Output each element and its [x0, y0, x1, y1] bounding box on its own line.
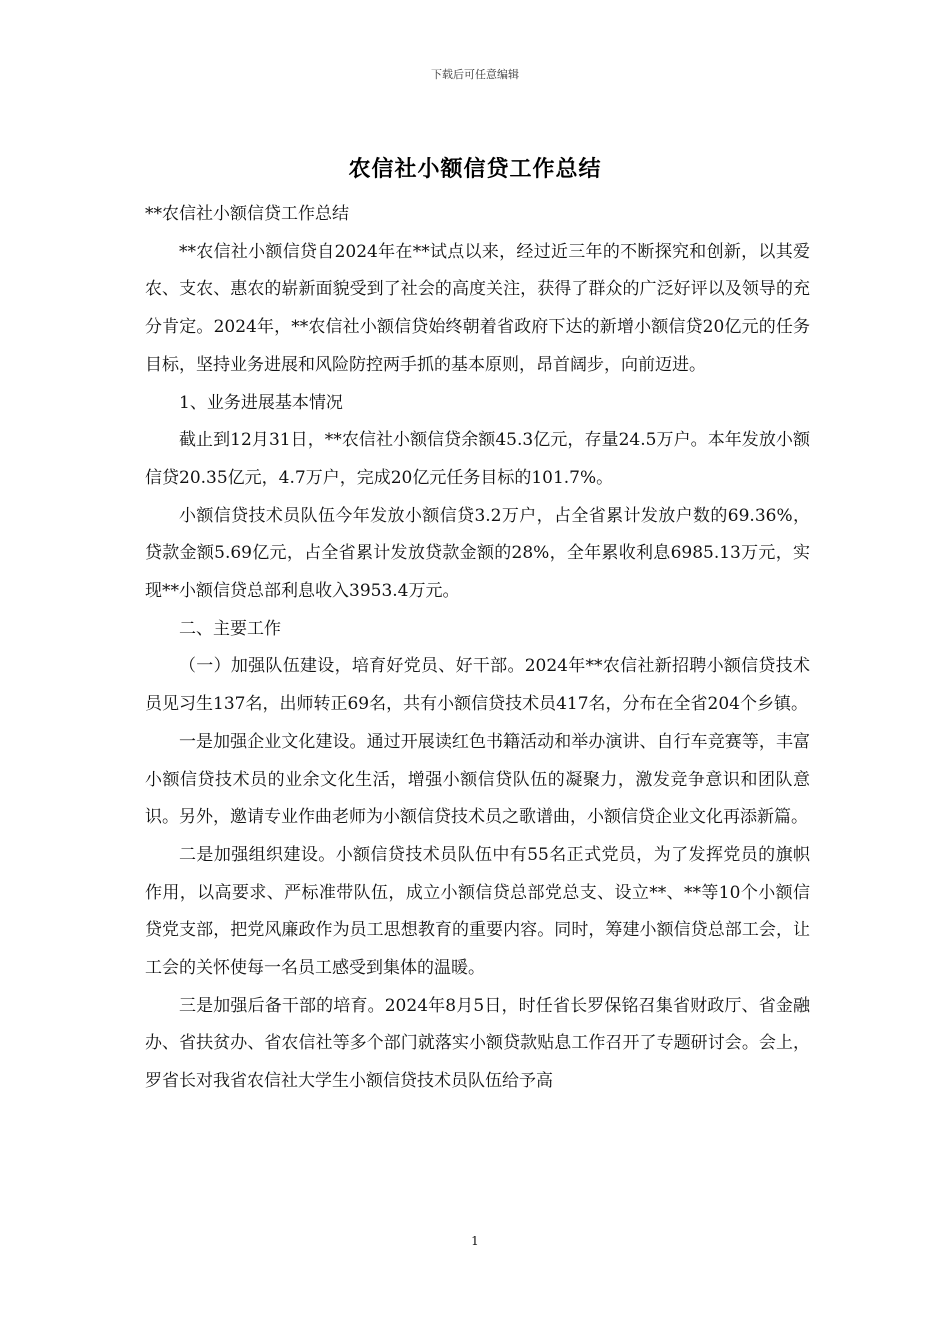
paragraph: 小额信贷技术员队伍今年发放小额信贷3.2万户，占全省累计发放户数的69.36%，贷款金额5.69亿元，占全省累计发放贷款金额的28%，全年累收利息6985.13万元，实现**小额信贷总部利息收入3953.4万元。 [145, 505, 810, 602]
paragraph: **农信社小额信贷自2024年在**试点以来，经过近三年的不断探究和创新，以其爱农、支农、惠农的崭新面貌受到了社会的高度关注，获得了群众的广泛好评以及领导的充分肯定。2024年，**农信社小额信贷始终朝着省政府下达的新增小额信贷20亿元的任务目标，坚持业务进展和风险防控两手抓的基本原则，昂首阔步，向前迈进。 [145, 241, 810, 375]
section-heading: 1、业务进展基本情况 [179, 392, 343, 413]
document-body [145, 196, 810, 1101]
paragraph: 二是加强组织建设。小额信贷技术员队伍中有55名正式党员，为了发挥党员的旗帜作用，以高要求、严标准带队伍，成立小额信贷总部党总支、设立**、**等10个小额信贷党支部，把党风廉政作为员工思想教育的重要内容。同时，筹建小额信贷总部工会，让工会的关怀使每一名员工感受到集体的温暖。 [145, 844, 810, 979]
page-number: 1 [471, 1234, 479, 1248]
section-heading: 二、主要工作 [179, 618, 281, 639]
page-header-note: 下载后可任意编辑 [431, 68, 519, 81]
paragraph: 截止到12月31日，**农信社小额信贷余额45.3亿元，存量24.5万户。本年发放小额信贷20.35亿元，4.7万户，完成20亿元任务目标的101.7%。 [145, 430, 810, 488]
paragraph: **农信社小额信贷工作总结 [145, 204, 349, 224]
paragraph: 一是加强企业文化建设。通过开展读红色书籍活动和举办演讲、自行车竞赛等，丰富小额信贷技术员的业余文化生活，增强小额信贷队伍的凝聚力，激发竞争意识和团队意识。另外，邀请专业作曲老师为小额信贷技术员之歌谱曲，小额信贷企业文化再添新篇。 [145, 731, 810, 828]
paragraph: （一）加强队伍建设，培育好党员、好干部。2024年**农信社新招聘小额信贷技术员见习生137名，出师转正69名，共有小额信贷技术员417名，分布在全省204个乡镇。 [145, 656, 810, 715]
document-title: 农信社小额信贷工作总结 [348, 156, 602, 182]
paragraph: 三是加强后备干部的培育。2024年8月5日，时任省长罗保铭召集省财政厅、省金融办、省扶贫办、省农信社等多个部门就落实小额贷款贴息工作召开了专题研讨会。会上，罗省长对我省农信社大学生小额信贷技术员队伍给予高 [145, 995, 810, 1092]
